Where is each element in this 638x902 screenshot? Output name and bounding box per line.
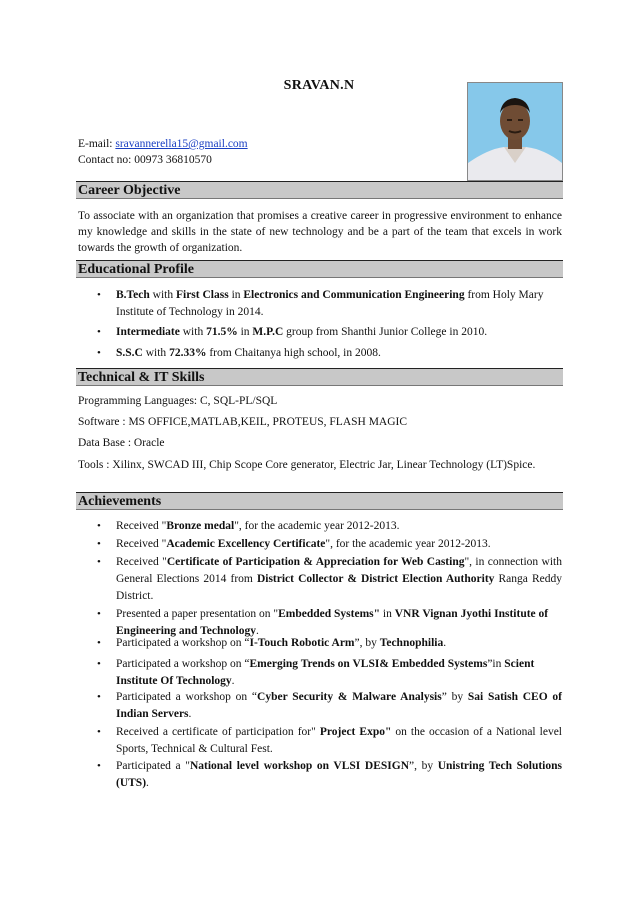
section-header-achievements: Achievements bbox=[76, 492, 563, 510]
education-item-ssc: • S.S.C with 72.33% from Chaitanya high school, in 2008. bbox=[116, 345, 556, 362]
bullet-icon: • bbox=[97, 289, 101, 301]
bullet-icon: • bbox=[97, 538, 101, 550]
bullet-icon: • bbox=[97, 691, 101, 703]
bullet-icon: • bbox=[97, 726, 101, 738]
contact-block bbox=[78, 136, 248, 168]
skill-software: Software : MS OFFICE,MATLAB,KEIL, PROTEUS, FLASH MAGIC bbox=[78, 416, 408, 428]
achievement-item: • Participated a workshop on “Cyber Security & Malware Analysis” by Sai Satish CEO of Indian Servers. bbox=[97, 691, 562, 720]
achievement-item: • Received "Academic Excellency Certificate", for the academic year 2012-2013. bbox=[116, 536, 562, 553]
bullet-icon: • bbox=[97, 658, 101, 670]
phone-line: Contact no: 00973 36810570 bbox=[78, 154, 212, 166]
career-objective-text: To associate with an organization that promises a creative career in progressive environment to enhance my knowledge and skills in the state of new technology and be a part of the team that excels in work towards the growth of organization. bbox=[78, 210, 562, 254]
section-header-educational-profile: Educational Profile bbox=[76, 260, 563, 278]
achievement-item: • Received a certificate of participation for" Project Expo" on the occasion of a National level Sports, Technical & Cultural Fest. bbox=[97, 726, 562, 755]
bullet-icon: • bbox=[97, 556, 101, 568]
candidate-name: SRAVAN.N bbox=[283, 78, 355, 93]
achievement-item: • Received "Bronze medal", for the academic year 2012-2013. bbox=[116, 518, 562, 535]
education-item-btech: • B.Tech with First Class in Electronics and Communication Engineering from Holy Mary Institute of Technology in 2014. bbox=[97, 289, 544, 318]
email-link[interactable]: sravannerella15@gmail.com bbox=[115, 138, 248, 150]
bullet-icon: • bbox=[97, 637, 101, 649]
bullet-icon: • bbox=[97, 608, 101, 620]
education-item-intermediate: • Intermediate with 71.5% in M.P.C group from Shanthi Junior College in 2010. bbox=[116, 324, 556, 341]
bullet-icon: • bbox=[97, 760, 101, 772]
section-header-technical-skills: Technical & IT Skills bbox=[76, 368, 563, 386]
achievement-item: • Presented a paper presentation on "Embedded Systems" in VNR Vignan Jyothi Institute of Engineering and Technology. bbox=[97, 608, 549, 637]
bullet-icon: • bbox=[97, 326, 101, 338]
email-line: E-mail: sravannerella15@gmail.com bbox=[78, 138, 248, 150]
achievement-item: • Participated a "National level workshop on VLSI DESIGN”, by Unistring Tech Solutions (UTS). bbox=[97, 760, 562, 789]
bullet-icon: • bbox=[97, 520, 101, 532]
skill-programming: Programming Languages: C, SQL-PL/SQL bbox=[78, 395, 278, 407]
skill-tools: Tools : Xilinx, SWCAD III, Chip Scope Core generator, Electric Jar, Linear Technology (LT)Spice. bbox=[78, 459, 536, 471]
achievement-item: • Participated a workshop on “Emerging Trends on VLSI& Embedded Systems”in Scient Institute Of Technology. bbox=[97, 658, 535, 687]
section-header-career-objective: Career Objective bbox=[76, 181, 563, 199]
profile-photo bbox=[467, 82, 563, 181]
achievement-item: • Participated a workshop on “I-Touch Robotic Arm”, by Technophilia. bbox=[116, 635, 562, 652]
skill-database: Data Base : Oracle bbox=[78, 437, 165, 449]
achievement-item: • Received "Certificate of Participation & Appreciation for Web Casting", in connection with General Elections 2014 from District Collector & District Election Authority Ranga Reddy District. bbox=[97, 556, 563, 602]
bullet-icon: • bbox=[97, 347, 101, 359]
profile-photo-image bbox=[468, 83, 562, 180]
